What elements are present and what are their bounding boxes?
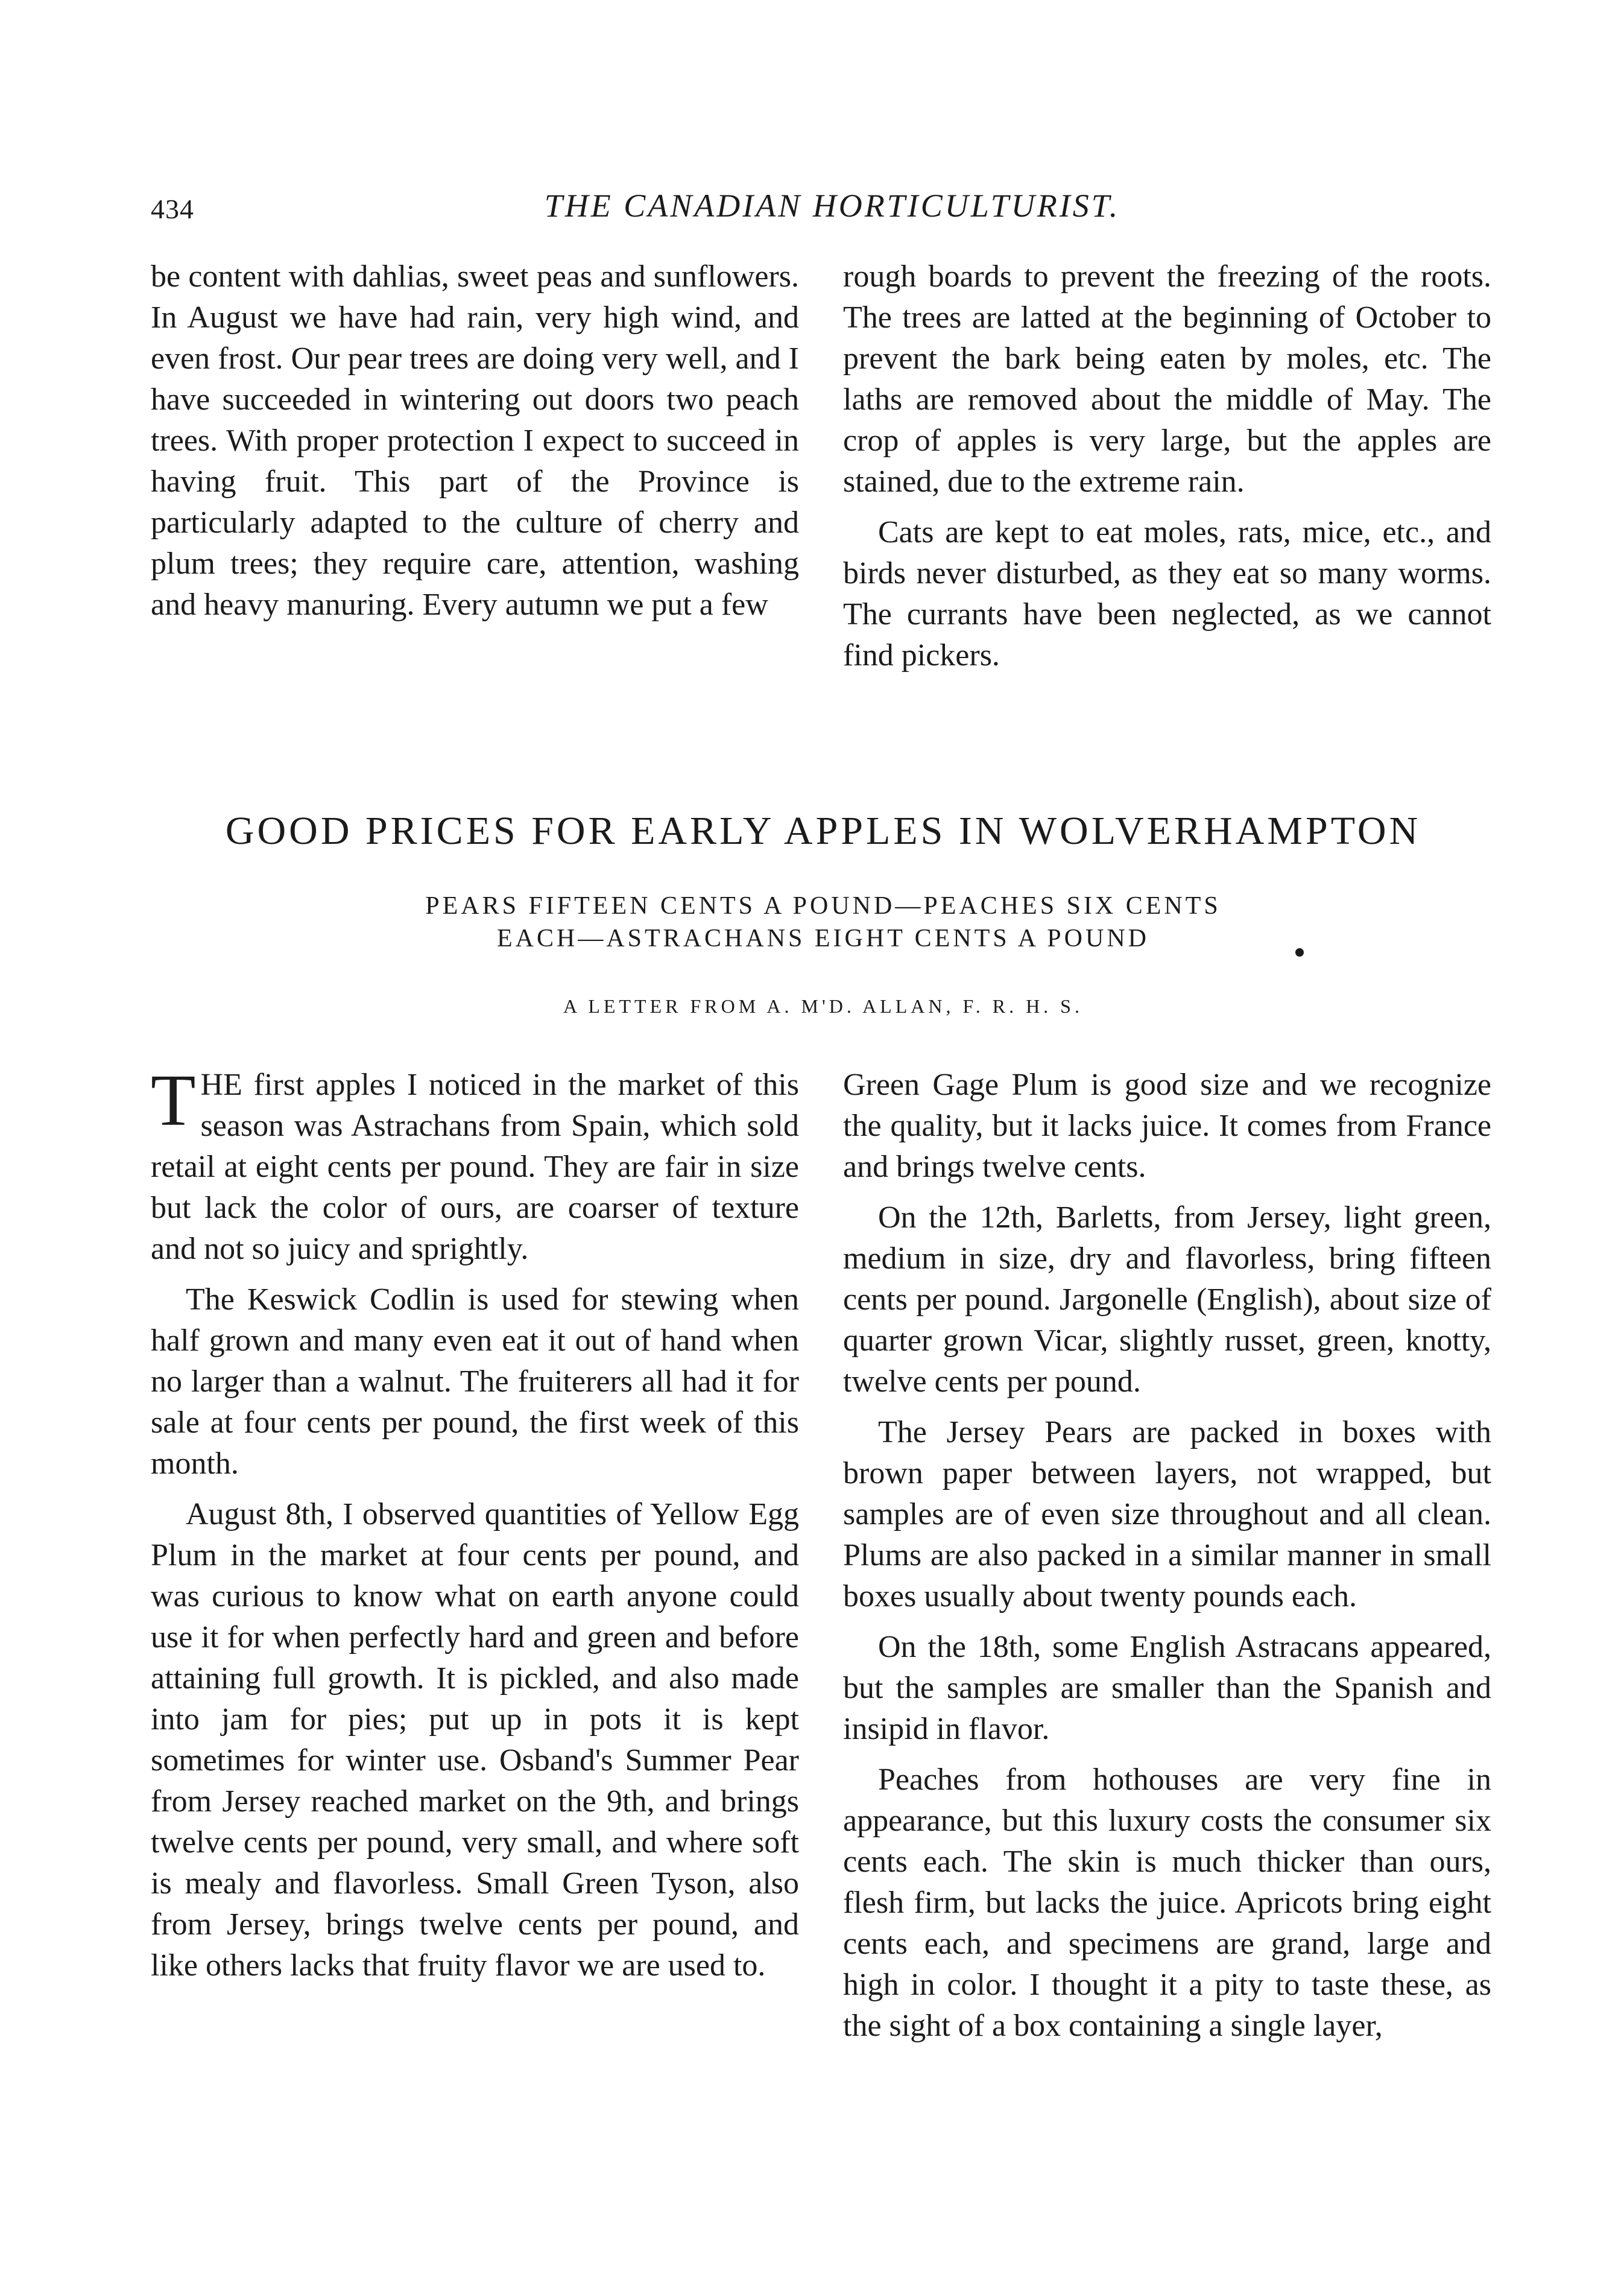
paragraph: On the 18th, some English Astracans appeared, but the samples are smaller than the Spanish and insipid in flavor. [843,1630,1491,1746]
paragraph: The Jersey Pears are packed in boxes with brown paper between layers, not wrapped, but samples are of even size throughout and all clean. Plums are also packed in a similar manner in small boxes usually about twenty pounds each. [843,1415,1491,1614]
paragraph: Cats are kept to eat moles, rats, mice, etc., and birds never disturbed, as they eat so many worms. The currants have been neglected, as we cannot find pickers. [843,515,1491,673]
opening-paragraph-text: HE first apples I noticed in the market of this season was Astrachans from Spain, which sold retail at eight cents per pound. They are fair in size but lack the color of ours, are coarser of texture and not so juicy and sprightly. [151,1068,799,1266]
article-subhead-line-1: PEARS FIFTEEN CENTS A POUND—PEACHES SIX CENTS [425,892,1221,920]
stray-ink-dot [1295,948,1304,957]
running-head [151,187,1514,235]
continued-article-right-column [843,256,1491,686]
opening-paragraph [151,1060,799,1270]
article-byline: A LETTER FROM A. M'D. ALLAN, F. R. H. S. [563,995,1083,1017]
paragraph: On the 12th, Barletts, from Jersey, light green, medium in size, dry and flavorless, bring fifteen cents per pound. Jargonelle (English), about size of quarter grown Vicar, slightly russet, green, knotty, twelve cents per pound. [843,1200,1491,1399]
paragraph: August 8th, I observed quantities of Yellow Egg Plum in the market at four cents per pound, and was curious to know what on earth anyone could use it for when perfectly hard and green and before attaining full growth. It is pickled, and also made into jam for pies; put up in pots it is kept sometimes for winter use. Osband's Summer Pear from Jersey reached market on the 9th, and brings twelve cents per pound, very small, and where soft is mealy and flavorless. Small Green Tyson, also from Jersey, brings twelve cents per pound, and like others lacks that fruity flavor we are used to. [151,1497,799,1983]
journal-title: THE CANADIAN HORTICULTURIST. [544,188,1120,224]
paragraph: Peaches from hothouses are very fine in appearance, but this luxury costs the consumer six cents each. The skin is much thicker than ours, flesh firm, but lacks the juice. Apricots bring eight cents each, and specimens are grand, large and high in color. I thought it a pity to taste these, as the sight of a box containing a single layer, [843,1763,1491,2043]
drop-cap: T [151,1060,196,1141]
paragraph: The Keswick Codlin is used for stewing when half grown and many even eat it out of hand when no larger than a walnut. The fruiterers all had it for sale at four cents per pound, the first week of this month. [151,1282,799,1481]
page-number: 434 [151,194,194,224]
article-right-column [843,1065,1491,2056]
article-headline: GOOD PRICES FOR EARLY APPLES IN WOLVERHAMPTON [225,809,1421,853]
paragraph: rough boards to prevent the freezing of the roots. The trees are latted at the beginning of October to prevent the bark being eaten by moles, etc. The laths are removed about the middle of May. The crop of apples is very large, but the apples are stained, due to the extreme rain. [843,259,1491,499]
paragraph: Green Gage Plum is good size and we recognize the quality, but it lacks juice. It comes from France and brings twelve cents. [843,1068,1491,1184]
continued-article-left-column [151,256,799,635]
article-left-column [151,1060,799,1996]
paragraph: be content with dahlias, sweet peas and sunflowers. In August we have had rain, very high wind, and even frost. Our pear trees are doing very well, and I have succeeded in wintering out doors two peach trees. With proper protection I expect to succeed in having fruit. This part of the Province is particularly adapted to the culture of cherry and plum trees; they require care, attention, washing and heavy manuring. Every autumn we put a few [151,259,799,622]
article-subhead-line-2: EACH—ASTRACHANS EIGHT CENTS A POUND [497,925,1149,952]
